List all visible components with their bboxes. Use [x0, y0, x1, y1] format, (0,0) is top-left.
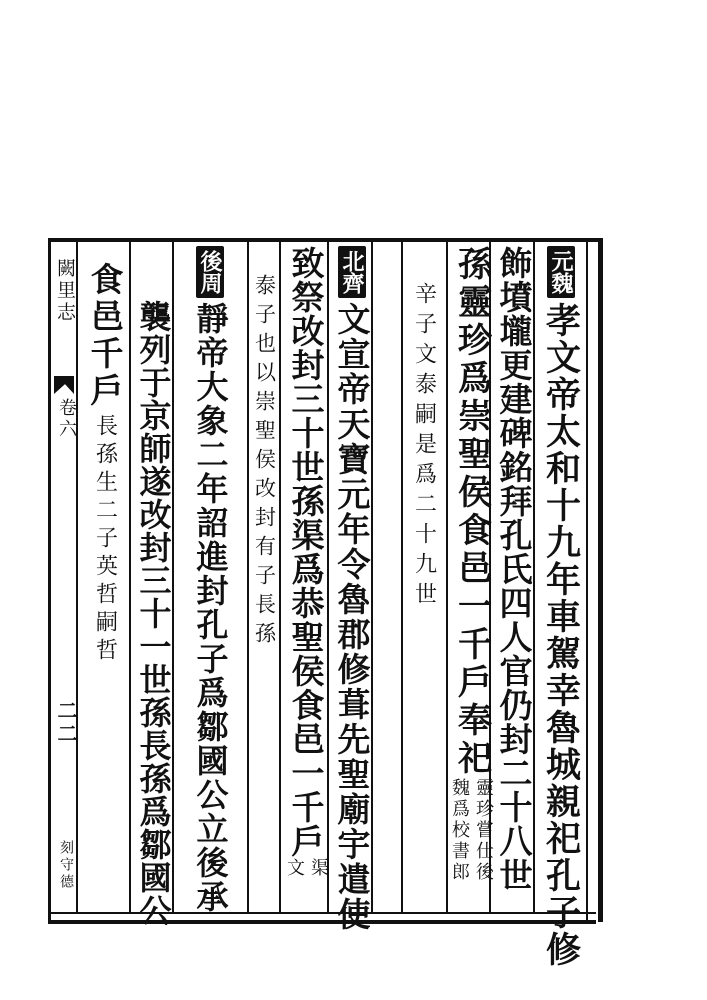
dynasty-label: 北齊 — [338, 246, 366, 298]
text-column — [330, 246, 374, 932]
column-text: 襲列于京師遂改封三十一世孫長孫爲鄒國公 — [134, 300, 173, 927]
column-rule — [129, 240, 131, 912]
margin-page-number: 二二 — [54, 700, 78, 746]
dynasty-label: 後周 — [196, 246, 224, 298]
text-column — [82, 262, 128, 666]
column-text: 食邑千戶 — [85, 262, 125, 410]
inline-note-right: 渠 — [308, 858, 329, 879]
margin-volume: 卷六 — [56, 398, 77, 440]
text-column — [404, 282, 444, 612]
column-text: 靜帝大象二年詔進封孔子爲鄒國公立後承 — [191, 302, 230, 914]
text-column — [283, 246, 329, 879]
column-text-small: 泰子也以崇聖侯改封有子長孫 — [252, 274, 277, 651]
column-text: 致祭改封三十世孫渠爲恭聖侯食邑一千戶 — [286, 246, 326, 858]
column-rule — [279, 240, 281, 912]
column-text-small: 辛子文泰嗣是爲二十九世 — [411, 282, 437, 612]
text-column — [538, 246, 584, 968]
column-text: 文宣帝天寶元年令魯郡修葺先聖廟宇遣使 — [332, 302, 372, 932]
text-column — [132, 300, 174, 927]
column-text: 孫靈珍爲崇聖侯食邑一千戶奉祀 — [451, 246, 492, 778]
column-text: 孝文帝太和十九年車駕幸魯城親祀孔子修 — [540, 302, 582, 968]
page-border-bottom — [48, 912, 596, 924]
text-column — [250, 274, 278, 651]
page-border-right — [586, 238, 603, 922]
inline-note-right: 靈珍嘗仕後 — [473, 778, 494, 883]
column-text: 飾墳壠更建碑銘拜孔氏四人官仍封二十八世 — [494, 246, 534, 892]
inline-note-left: 文 — [284, 858, 305, 879]
inline-note — [449, 778, 493, 883]
margin-divider — [76, 240, 78, 912]
margin-book-title: 闕里志 — [54, 258, 76, 324]
inline-note — [284, 858, 328, 879]
column-rule — [401, 240, 403, 912]
text-column — [492, 246, 536, 892]
text-column — [176, 246, 244, 914]
margin-engraver: 刻守德 — [58, 840, 74, 891]
column-text-small: 長孫生二子英哲嗣哲 — [92, 414, 118, 666]
inline-note-left: 魏爲校書郎 — [449, 778, 470, 883]
dynasty-label: 元魏 — [547, 246, 575, 298]
text-column — [448, 246, 494, 883]
